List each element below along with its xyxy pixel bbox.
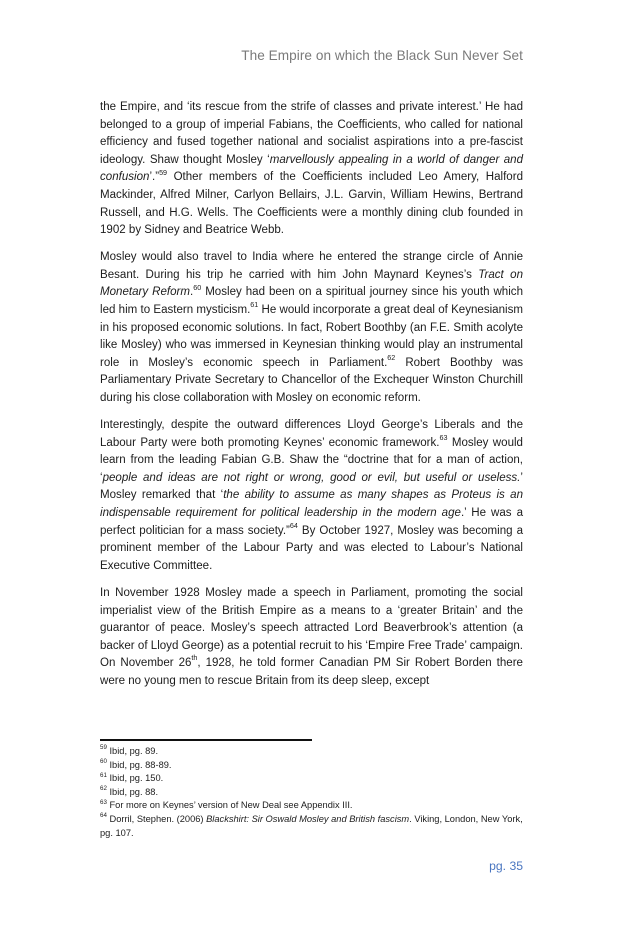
footnote-ref: th <box>191 653 198 663</box>
italic-text: Tract on Monetary Reform <box>100 268 523 299</box>
text-run: Mosley would learn from the leading Fabian G.B. Shaw the “doctrine that for a man of action, ‘ <box>100 436 523 484</box>
text-run: . Viking, London, New York, pg. 107. <box>100 813 523 838</box>
text-run: . <box>189 286 194 299</box>
footnote-number: 64 <box>100 812 107 820</box>
text-run: Other members of the Coefficients included Leo Amery, Halford Mackinder, Alfred Milner, Carlyon Bellairs, J.L. Garvin, William Hewins, Bertrand Russell, and H.G. Wells. The Coefficients were a monthly dining club founded in 1902 by Sidney and Beatrice Webb. <box>100 171 523 237</box>
italic-text: people and ideas are not right or wrong, good or evil, but useful or useless. <box>102 471 521 484</box>
footnote-number: 62 <box>100 785 107 793</box>
text-run: Mosley had been on a spiritual journey since his youth which led him to Eastern mysticism. <box>100 286 523 317</box>
footnote-number: 63 <box>100 798 107 806</box>
italic-text: Blackshirt: Sir Oswald Mosley and British fascism <box>206 813 410 824</box>
text-run: Ibid, pg. 88-89. <box>106 759 172 770</box>
footnote <box>100 772 523 786</box>
text-run: Dorril, Stephen. (2006) <box>106 813 207 824</box>
footnote <box>100 799 523 813</box>
text-run: He would incorporate a great deal of Keynesianism in his proposed economic solutions. In fact, Robert Boothby (an F.E. Smith acolyte like Mosley) who was immersed in Keynesian thinking would play an instrumental role in Mosley’s economic speech in Parliament. <box>100 304 523 369</box>
text-run: the Empire, and ‘its rescue from the strife of classes and private interest.’ He had belonged to a group of imperial Fabians, the Coefficients, who called for national efficiency and fused together national and socialist aspirations into a pre-fascist ideology. Shaw thought Mosley ‘ <box>100 101 523 166</box>
footnote-ref: 64 <box>289 520 298 530</box>
running-header: The Empire on which the Black Sun Never Set <box>241 48 523 63</box>
footnote-number: 59 <box>100 744 107 752</box>
footnote-number: 61 <box>100 771 107 779</box>
footnote <box>100 813 523 840</box>
text-run: For more on Keynes’ version of New Deal see Appendix III. <box>106 800 353 811</box>
footnote-number: 60 <box>100 758 107 765</box>
footnote-separator <box>100 739 312 741</box>
text-run: ’.” <box>149 171 160 184</box>
text-run: In November 1928 Mosley made a speech in Parliament, promoting the social imperialist view of the British Empire as a means to a ‘greater Britain’ and the guarantor of peace. Mosley’s speech attracted Lord Beaverbrook’s attention (a backer of Lloyd George) as a potential recruit to his ‘Empire Free Trade’ campaign. On November 26 <box>100 586 523 670</box>
italic-text: the ability to assume as many shapes as Proteus is an indispensable requirement for political leadership in the modern age <box>100 489 524 520</box>
paragraph <box>100 585 523 691</box>
footnote-ref: 62 <box>387 352 396 362</box>
footnote-ref: 63 <box>439 432 448 442</box>
paragraph <box>100 99 523 240</box>
text-run: , 1928, he told former Canadian PM Sir Robert Borden there were no young men to rescue Britain from its deep sleep, except <box>100 657 523 687</box>
footnote-ref: 59 <box>159 167 168 177</box>
paragraph <box>100 249 523 407</box>
text-run: .’ He was a perfect politician for a mass society.” <box>100 507 523 537</box>
paragraph <box>100 417 523 575</box>
italic-text: marvellously appealing in a world of danger and confusion <box>100 153 524 184</box>
footnotes <box>100 745 523 840</box>
text-run: ’ Mosley remarked that ‘ <box>100 471 523 502</box>
text-run: By October 1927, Mosley was becoming a prominent member of the Labour Party and was elected to Labour’s National Executive Committee. <box>100 524 524 572</box>
footnote <box>100 745 523 759</box>
page-number: pg. 35 <box>489 859 523 873</box>
footnote <box>100 786 523 800</box>
text-run: Ibid, pg. 88. <box>106 786 159 797</box>
text-run: Interestingly, despite the outward differences Lloyd George’s Liberals and the Labour Party were both promoting Keynes’ economic framework. <box>100 419 523 449</box>
text-run: Ibid, pg. 89. <box>106 746 159 756</box>
footnote <box>100 759 523 773</box>
footnote-ref: 61 <box>250 300 259 310</box>
text-run: Ibid, pg. 150. <box>106 773 164 784</box>
text-run: Mosley would also travel to India where he entered the strange circle of Annie Besant. During his trip he carried with him John Maynard Keynes’s <box>100 251 523 281</box>
text-run: Robert Boothby was Parliamentary Private Secretary to Chancellor of the Exchequer Winston Churchill during his close collaboration with Mosley on economic reform. <box>100 356 524 404</box>
footnote-ref: 60 <box>193 282 202 292</box>
body-text <box>100 99 523 700</box>
